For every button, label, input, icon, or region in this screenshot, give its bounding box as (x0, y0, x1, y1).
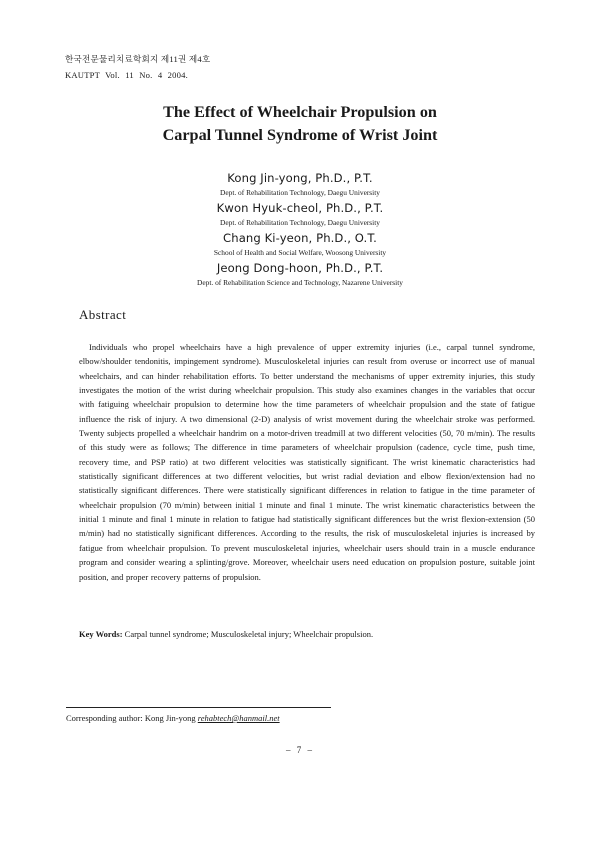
author-name: Jeong Dong-hoon, Ph.D., P.T. (216, 261, 384, 275)
journal-header (65, 51, 210, 83)
author-affiliation: Dept. of Rehabilitation Science and Technology, Nazarene University (197, 278, 403, 287)
author-list (0, 170, 600, 290)
footnote-label: Corresponding author: Kong Jin-yong (66, 713, 196, 723)
author-affiliation: Dept. of Rehabilitation Technology, Daegu University (220, 188, 380, 197)
author-name: Kwon Hyuk-cheol, Ph.D., P.T. (216, 201, 384, 215)
corresponding-author-footnote (66, 711, 280, 725)
abstract-heading: Abstract (79, 307, 127, 322)
footnote-divider (66, 707, 331, 708)
page-number: – 7 – (286, 745, 314, 755)
author-name: Kong Jin-yong, Ph.D., P.T. (227, 171, 373, 185)
keywords-label: Key Words: (79, 629, 123, 639)
author-affiliation: School of Health and Social Welfare, Woosong University (213, 248, 387, 257)
paper-title (0, 101, 600, 147)
abstract-text: Individuals who propel wheelchairs have a high prevalence of upper extremity injuries (i.e., carpal tunnel syndrome, elbow/shoulder tendonitis, impingement syndrome). Musculoskeletal injuries can result from overuse or incorrect use of manual wheelchairs, and can hinder rehabilitation efforts. To better understand the mechanisms of upper extremity injuries, this study investigates the motion of the wrist during wheelchair propulsion. This study also examines changes in the variables that occur with fatiguing wheelchair propulsion to determine how the time parameters of wheelchair propulsion and the state of fatigue influence the risk of injury. A two dimensional (2-D) analysis of wrist movement during the wheelchair stroke was performed. Twenty subjects propelled a wheelchair handrim on a motor-driven treadmill at two different velocities (50, 70 m/min). The results of this study were as follows; The difference in time parameters of wheelchair propulsion (cadence, cycle time, push time, recovery time, and PSP ratio) at two different velocities was statistically significant. The wrist kinematic characteristics had statistically significant differences at two different velocities, but wrist radial deviation and elbow flexion/extension had no statistically significant differences. There were statistically significant differences in relation to fatigue in the time parameter of wheelchair propulsion (70 m/min) between initial 1 minute and final 1 minute. The wrist kinematic characteristics between the initial 1 minute and final 1 minute in relation to fatigue had statistically significant differences but the wrist flexion-extension (50 m/min) had no statistically significant differences. According to the results, the risk of musculoskeletal injuries is increased by fatigue from wheelchair propulsion. To prevent musculoskeletal injuries, wheelchair users should train in a muscle endurance program and consider wearing a splinting/grove. Moreover, wheelchair users need education on propulsion posture, suitable joint position, and proper recovery patterns of propulsion. (79, 342, 535, 582)
author-affiliation: Dept. of Rehabilitation Technology, Daegu University (220, 218, 380, 227)
keywords (79, 627, 535, 641)
journal-korean-line: 한국전문물리치료학회지 제11권 제4호 (65, 54, 211, 64)
title-line-1: The Effect of Wheelchair Propulsion on (163, 103, 437, 121)
author-email-link[interactable]: rehabtech@hanmail.net (197, 713, 280, 723)
journal-english-line: KAUTPT Vol. 11 No. 4 2004. (65, 70, 189, 80)
abstract-body (79, 340, 535, 584)
keywords-text: Carpal tunnel syndrome; Musculoskeletal injury; Wheelchair propulsion. (124, 629, 374, 639)
title-line-2: Carpal Tunnel Syndrome of Wrist Joint (162, 126, 438, 144)
author-name: Chang Ki-yeon, Ph.D., O.T. (223, 231, 377, 245)
